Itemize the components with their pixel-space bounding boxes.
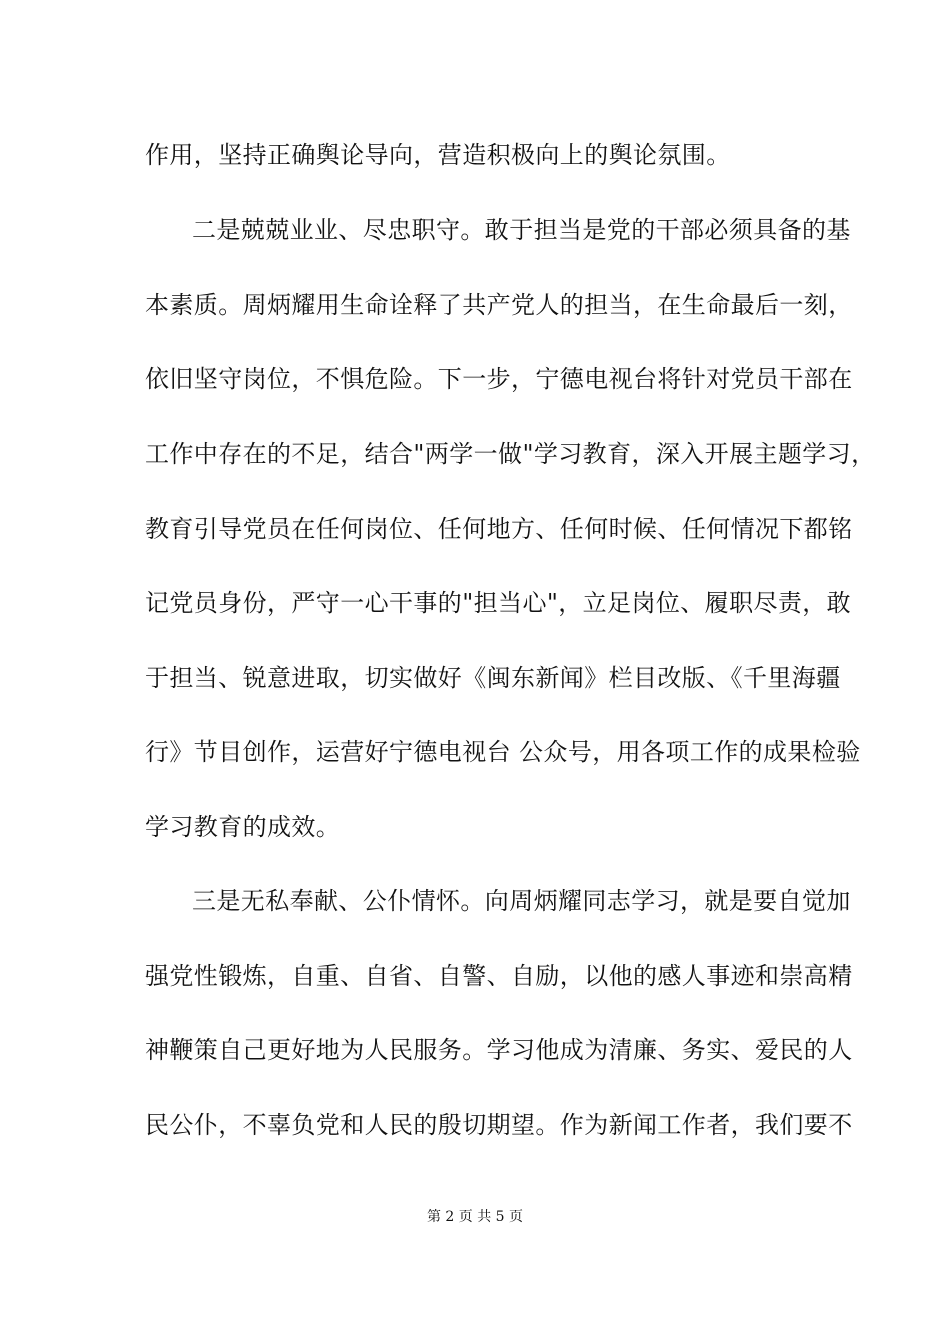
text-line-9: 行》节目创作，运营好宁德电视台 公众号，用各项工作的成果检验 [145, 738, 861, 766]
text-line-11: 三是无私奉献、公仆情怀。向周炳耀同志学习，就是要自觉加 [192, 887, 851, 915]
page-number-footer: 第 2 页 共 5 页 [426, 1209, 524, 1225]
text-line-4: 依旧坚守岗位，不惧危险。下一步，宁德电视台将针对党员干部在 [145, 365, 853, 393]
text-line-10: 学习教育的成效。 [145, 813, 341, 841]
text-line-8: 于担当、锐意进取，切实做好《闽东新闻》栏目改版、《千里海疆 [145, 664, 841, 692]
text-line-7: 记党员身份，严守一心干事的"担当心"，立足岗位、履职尽责，敢 [145, 589, 852, 617]
text-line-3: 本素质。周炳耀用生命诠释了共产党人的担当，在生命最后一刻， [145, 291, 853, 319]
text-line-1: 作用，坚持正确舆论导向，营造积极向上的舆论氛围。 [145, 141, 731, 169]
text-line-6: 教育引导党员在任何岗位、任何地方、任何时候、任何情况下都铭 [145, 515, 853, 543]
text-line-2: 二是兢兢业业、尽忠职守。敢于担当是党的干部必须具备的基 [192, 216, 851, 244]
text-line-14: 民公仆，不辜负党和人民的殷切期望。作为新闻工作者，我们要不 [145, 1111, 853, 1139]
text-line-5: 工作中存在的不足，结合"两学一做"学习教育，深入开展主题学习， [145, 440, 876, 468]
text-line-12: 强党性锻炼，自重、自省、自警、自励，以他的感人事迹和崇高精 [145, 962, 853, 990]
text-line-13: 神鞭策自己更好地为人民服务。学习他成为清廉、务实、爱民的人 [145, 1036, 853, 1064]
